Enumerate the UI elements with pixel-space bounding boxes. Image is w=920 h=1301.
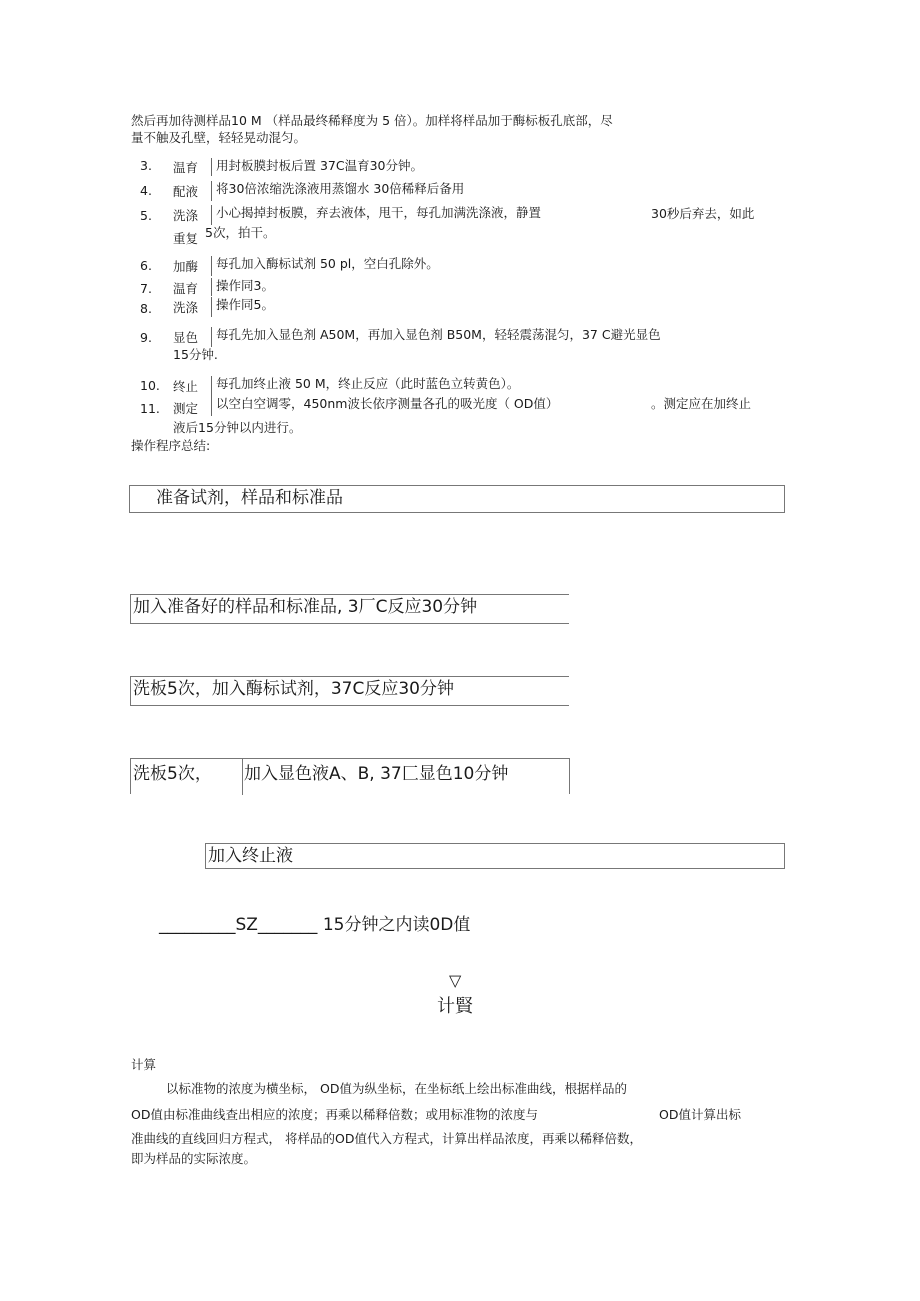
step-7-number: 7. — [140, 281, 152, 296]
step-9-number: 9. — [140, 330, 152, 345]
flow-box-wash-add-enzyme-bottom-line — [130, 705, 569, 706]
step-8-content: 操作同5。 — [211, 297, 274, 317]
flow-box-prepare-text: 准备试剂，样品和标准品 — [156, 488, 343, 508]
step-4-label: 配液 — [173, 184, 199, 199]
step-5-number: 5. — [140, 208, 152, 223]
flow-box-wash-develop — [130, 758, 570, 794]
flow-box-add-samples-bottom-line — [130, 623, 569, 624]
flow-box-wash-text: 洗板5次， — [133, 764, 212, 784]
step-4-number: 4. — [140, 183, 152, 198]
step-10-number: 10. — [140, 378, 160, 393]
calc-heading: 计算 — [131, 1057, 157, 1072]
step-6-label: 加酶 — [173, 259, 199, 274]
calc-paragraph-line-2-tail: OD值计算出标 — [659, 1107, 741, 1122]
step-7-content: 操作同3。 — [211, 278, 274, 296]
step-3-label: 温育 — [173, 160, 199, 175]
step-6-number: 6. — [140, 258, 152, 273]
down-arrow-icon: ▽ — [449, 971, 462, 990]
flow-box-stop — [205, 843, 785, 869]
step-9-continuation: 15分钟. — [173, 347, 218, 362]
flow-box-develop-text: 加入显色液A、B, 37匚显色10分钟 — [244, 764, 509, 784]
step-10-content: 每孔加终止液 50 M，终止反应（此时蓝色立转黄色）。 — [211, 376, 519, 396]
step-11-content-tail: 。测定应在加终止 — [651, 396, 752, 411]
step-11-label: 测定 — [173, 401, 199, 416]
step-11-continuation: 液后15分钟以内进行。 — [173, 420, 302, 435]
intro-line-1: 然后再加待测样品10 M （样品最终稀释度为 5 倍）。加样将样品加于酶标板孔底部，尽 — [131, 113, 613, 128]
step-5-label: 洗涤 — [173, 208, 199, 223]
step-8-number: 8. — [140, 301, 152, 316]
summary-heading: 操作程序总结: — [131, 438, 211, 453]
step-3-content: 用封板膜封板后置 37C温育30分钟。 — [211, 158, 423, 176]
step-5-continuation-label: 重复 — [173, 231, 199, 246]
step-5-content-tail: 30秒后弃去，如此 — [651, 206, 755, 221]
intro-line-2: 量不触及孔壁，轻轻晃动混匀。 — [131, 130, 307, 145]
flow-box-divider — [242, 759, 243, 795]
flow-box-add-samples-text: 加入准备好的样品和标准品, 3厂C反应30分钟 — [133, 597, 478, 617]
step-8-label: 洗涤 — [173, 300, 199, 315]
step-5-content: 小心揭掉封板膜，弃去液体，甩干，每孔加满洗涤液，静置 — [211, 205, 541, 225]
step-3-number: 3. — [140, 158, 152, 173]
flow-box-stop-text: 加入终止液 — [208, 846, 293, 866]
step-6-content: 每孔加入酶标试剂 50 pl，空白孔除外。 — [211, 256, 439, 276]
flow-box-wash-add-enzyme — [130, 676, 569, 706]
step-5-continuation: 5次，拍干。 — [205, 225, 276, 240]
flow-calc-title: 计賢 — [437, 996, 473, 1017]
step-11-content: 以空白空调零，450nm波长依序测量各孔的吸光度（ OD值） — [211, 396, 558, 416]
calc-paragraph-line-3: 准曲线的直线回归方程式， 将样品的OD值代入方程式，计算出样品浓度，再乘以稀释倍数， — [131, 1131, 642, 1146]
step-11-number: 11. — [140, 401, 160, 416]
step-4-content: 将30倍浓缩洗涤液用蒸馏水 30倍稀释后备用 — [211, 181, 464, 201]
step-10-label: 终止 — [173, 379, 199, 394]
flow-read-od-line: _________SZ_______ 15分钟之内读0D值 — [159, 915, 471, 935]
calc-paragraph-line-1: 以标准物的浓度为横坐标， OD值为纵坐标，在坐标纸上绘出标准曲线，根据样品的 — [166, 1081, 627, 1096]
flow-box-wash-add-enzyme-text: 洗板5次，加入酶标试剂，37C反应30分钟 — [133, 679, 454, 699]
step-9-label: 显色 — [173, 330, 199, 345]
calc-paragraph-line-4: 即为样品的实际浓度。 — [131, 1151, 257, 1166]
flow-box-prepare — [129, 485, 785, 513]
calc-paragraph-line-2: OD值由标准曲线查出相应的浓度；再乘以稀释倍数；或用标准物的浓度与 — [131, 1107, 538, 1122]
step-9-content: 每孔先加入显色剂 A50M，再加入显色剂 B50M，轻轻震荡混匀，37 C避光显色 — [211, 327, 661, 347]
step-7-label: 温育 — [173, 281, 199, 296]
flow-box-add-samples — [130, 594, 569, 624]
